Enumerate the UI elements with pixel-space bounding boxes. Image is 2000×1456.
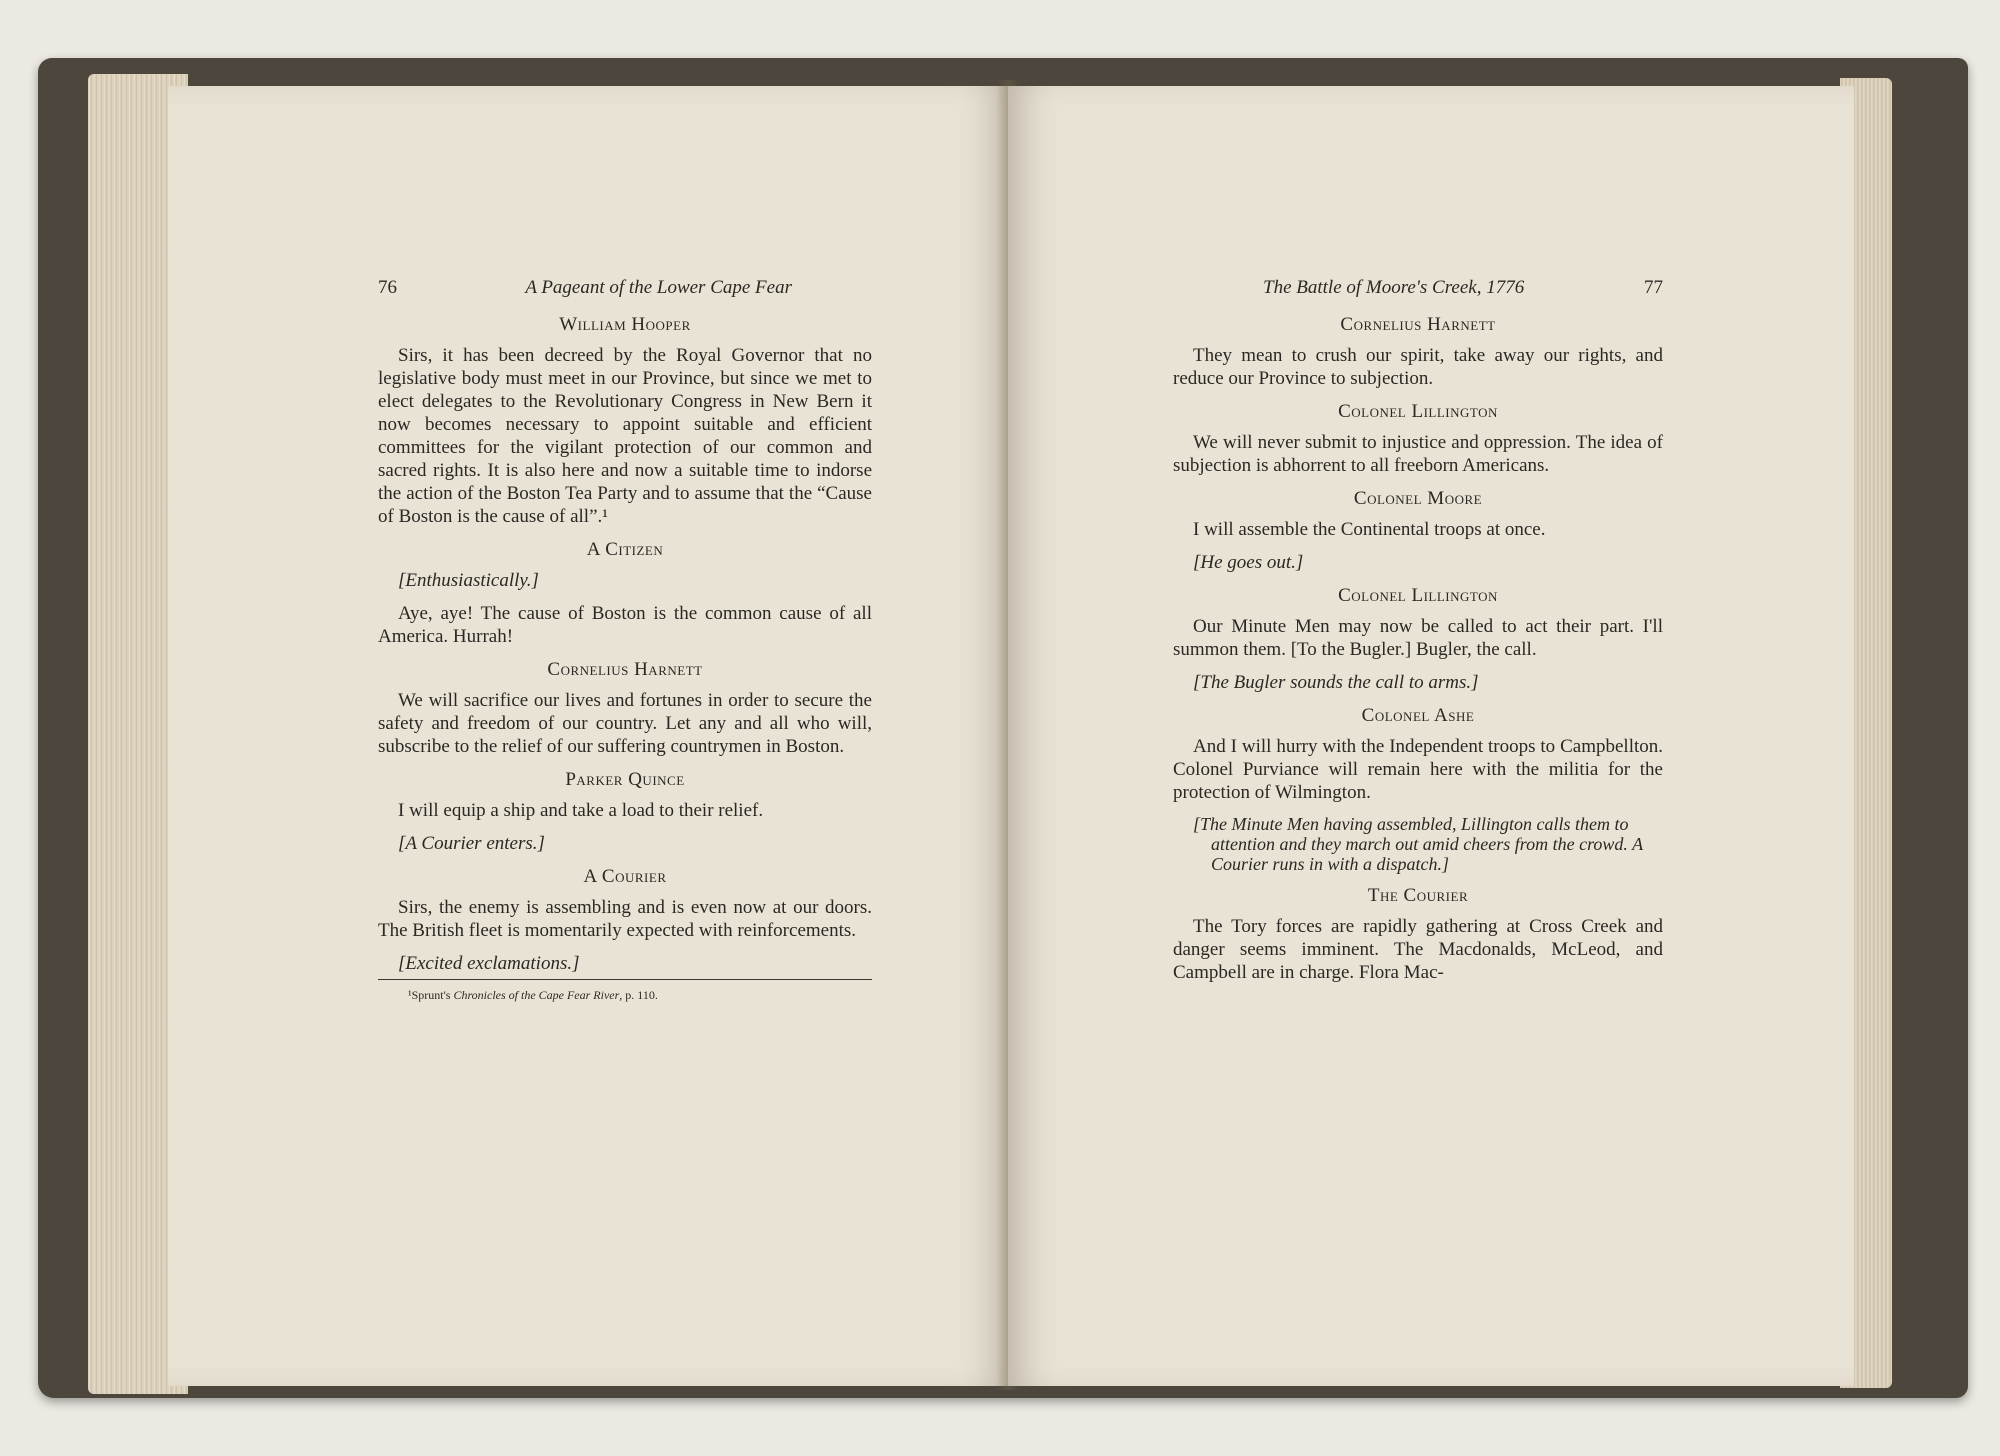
stage-direction: [A Courier enters.] bbox=[398, 833, 545, 854]
footnote bbox=[378, 984, 872, 1007]
left-running-title: A Pageant of the Lower Cape Fear bbox=[525, 277, 792, 298]
footnote-suffix: , p. 110. bbox=[619, 988, 658, 1002]
footnote-rule bbox=[378, 979, 872, 980]
speaker-heading: A Citizen bbox=[586, 539, 664, 560]
speech-paragraph: I will equip a ship and take a load to their relief. bbox=[398, 800, 764, 821]
speech-paragraph: Sirs, the enemy is assembling and is even now at our doors. The British fleet is momentarily expected with reinforcements. bbox=[378, 897, 872, 941]
left-page-number: 76 bbox=[378, 277, 397, 298]
speech-paragraph: Sirs, it has been decreed by the Royal Governor that no legislative body must meet in our Province, but since we met to elect delegates to the Revolutionary Congress in New Bern it now becomes necessary to appoint suitable and efficient committees for the vigilant protection of our common and sacred rights. It is also here and now a suitable time to indorse the action of the Boston Tea Party and to assume that the “Cause of Boston is the cause of all”.¹ bbox=[378, 345, 872, 527]
speaker-heading: Colonel Lillington bbox=[1338, 401, 1498, 422]
left-running-head bbox=[378, 276, 872, 299]
speaker-heading: William Hooper bbox=[559, 314, 691, 335]
speech-paragraph: We will sacrifice our lives and fortunes in order to secure the safety and freedom of our country. Let any and all who will, subscribe to the relief of our suffering countrymen in Boston. bbox=[378, 690, 872, 757]
right-running-head bbox=[1173, 276, 1663, 299]
speaker-heading: Cornelius Harnett bbox=[1340, 314, 1496, 335]
footnote-prefix: ¹Sprunt's bbox=[408, 988, 454, 1002]
stage-direction: [Enthusiastically.] bbox=[398, 570, 539, 591]
speaker-heading: The Courier bbox=[1367, 885, 1469, 906]
speech-paragraph: And I will hurry with the Independent troops to Campbellton. Colonel Purviance will remain here with the militia for the protection of Wilmington. bbox=[1173, 736, 1663, 803]
speech-paragraph: Our Minute Men may now be called to act their part. I'll summon them. [To the Bugler.] Bugler, the call. bbox=[1173, 616, 1663, 660]
speaker-heading: Colonel Ashe bbox=[1361, 705, 1475, 726]
speech-paragraph: I will assemble the Continental troops at once. bbox=[1193, 519, 1546, 540]
right-running-title: The Battle of Moore's Creek, 1776 bbox=[1263, 277, 1525, 298]
speaker-heading: Cornelius Harnett bbox=[547, 659, 703, 680]
right-text-column bbox=[1173, 276, 1663, 994]
left-text-column bbox=[378, 276, 872, 1007]
speech-paragraph: Aye, aye! The cause of Boston is the common cause of all America. Hurrah! bbox=[378, 603, 872, 647]
speaker-heading: A Courier bbox=[583, 866, 667, 887]
speaker-heading: Parker Quince bbox=[565, 769, 685, 790]
right-page bbox=[1008, 86, 1854, 1386]
footnote-title: Chronicles of the Cape Fear River bbox=[453, 988, 620, 1002]
speech-paragraph: We will never submit to injustice and oppression. The idea of subjection is abhorrent to all freeborn Americans. bbox=[1173, 432, 1663, 476]
speaker-heading: Colonel Moore bbox=[1353, 488, 1483, 509]
speaker-heading: Colonel Lillington bbox=[1338, 585, 1498, 606]
stage-direction: [The Minute Men having assembled, Lillington calls them to attention and they march out amid cheers from the crowd. A Courier runs in with a dispatch.] bbox=[1193, 814, 1643, 874]
speech-paragraph: The Tory forces are rapidly gathering at Cross Creek and danger seems imminent. The Macdonalds, McLeod, and Campbell are in charge. Flora Mac- bbox=[1173, 916, 1663, 983]
right-page-number: 77 bbox=[1644, 277, 1663, 298]
stage-direction: [The Bugler sounds the call to arms.] bbox=[1193, 672, 1479, 693]
stage-direction: [Excited exclamations.] bbox=[398, 953, 580, 974]
stage-direction: [He goes out.] bbox=[1193, 552, 1304, 573]
left-page bbox=[168, 86, 1008, 1386]
speech-paragraph: They mean to crush our spirit, take away our rights, and reduce our Province to subjection. bbox=[1173, 345, 1663, 389]
